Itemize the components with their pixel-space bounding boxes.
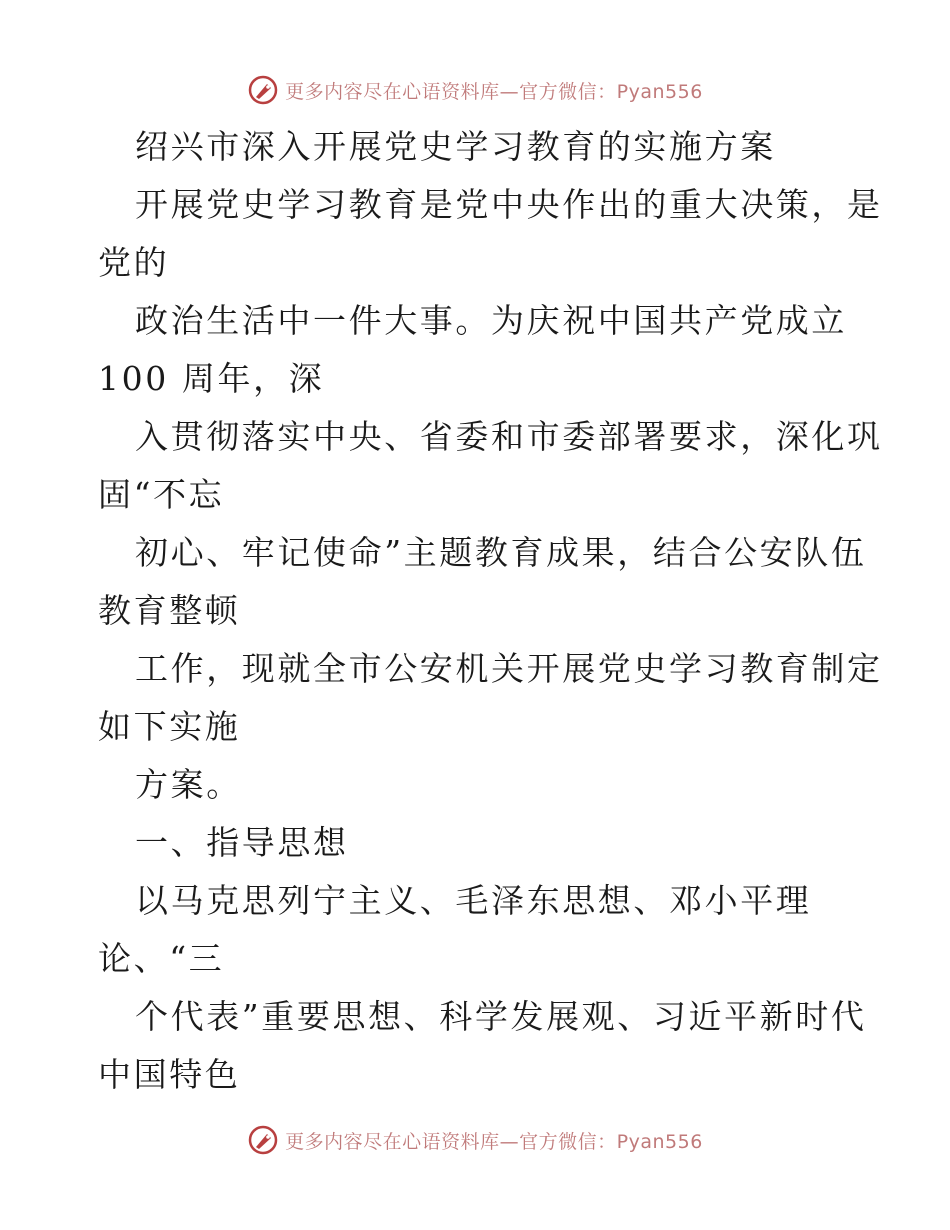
text-line: 如下实施 xyxy=(98,707,241,746)
watermark-text: 更多内容尽在心语资料库—官方微信：Pyan556 xyxy=(285,1130,703,1153)
text-line: 固“不忘 xyxy=(98,475,225,514)
watermark-text: 更多内容尽在心语资料库—官方微信：Pyan556 xyxy=(285,80,703,103)
text-line: 政治生活中一件大事。为庆祝中国共产党成立 xyxy=(135,301,847,340)
text-line: 中国特色 xyxy=(98,1055,241,1094)
text-line: 一、指导思想 xyxy=(135,823,349,862)
pen-nib-logo-icon xyxy=(247,1124,279,1156)
footer-watermark xyxy=(0,1124,950,1156)
text-line: 工作，现就全市公安机关开展党史学习教育制定 xyxy=(135,649,883,688)
pen-nib-logo-icon xyxy=(247,74,279,106)
text-line: 初心、牢记使命”主题教育成果，结合公安队伍 xyxy=(135,533,867,572)
text-line: 个代表”重要思想、科学发展观、习近平新时代 xyxy=(135,997,867,1036)
text-line: 开展党史学习教育是党中央作出的重大决策，是 xyxy=(135,185,883,224)
text-line: 绍兴市深入开展党史学习教育的实施方案 xyxy=(135,127,776,166)
text-line: 以马克思列宁主义、毛泽东思想、邓小平理 xyxy=(135,881,812,920)
document-body xyxy=(98,118,883,1104)
text-line: 党的 xyxy=(98,243,170,282)
text-line: 方案。 xyxy=(135,765,242,804)
text-line: 100 周年，深 xyxy=(98,359,325,398)
header-watermark xyxy=(0,74,950,106)
text-line: 入贯彻落实中央、省委和市委部署要求，深化巩 xyxy=(135,417,883,456)
text-line: 教育整顿 xyxy=(98,591,241,630)
text-line: 论、“三 xyxy=(98,939,225,978)
